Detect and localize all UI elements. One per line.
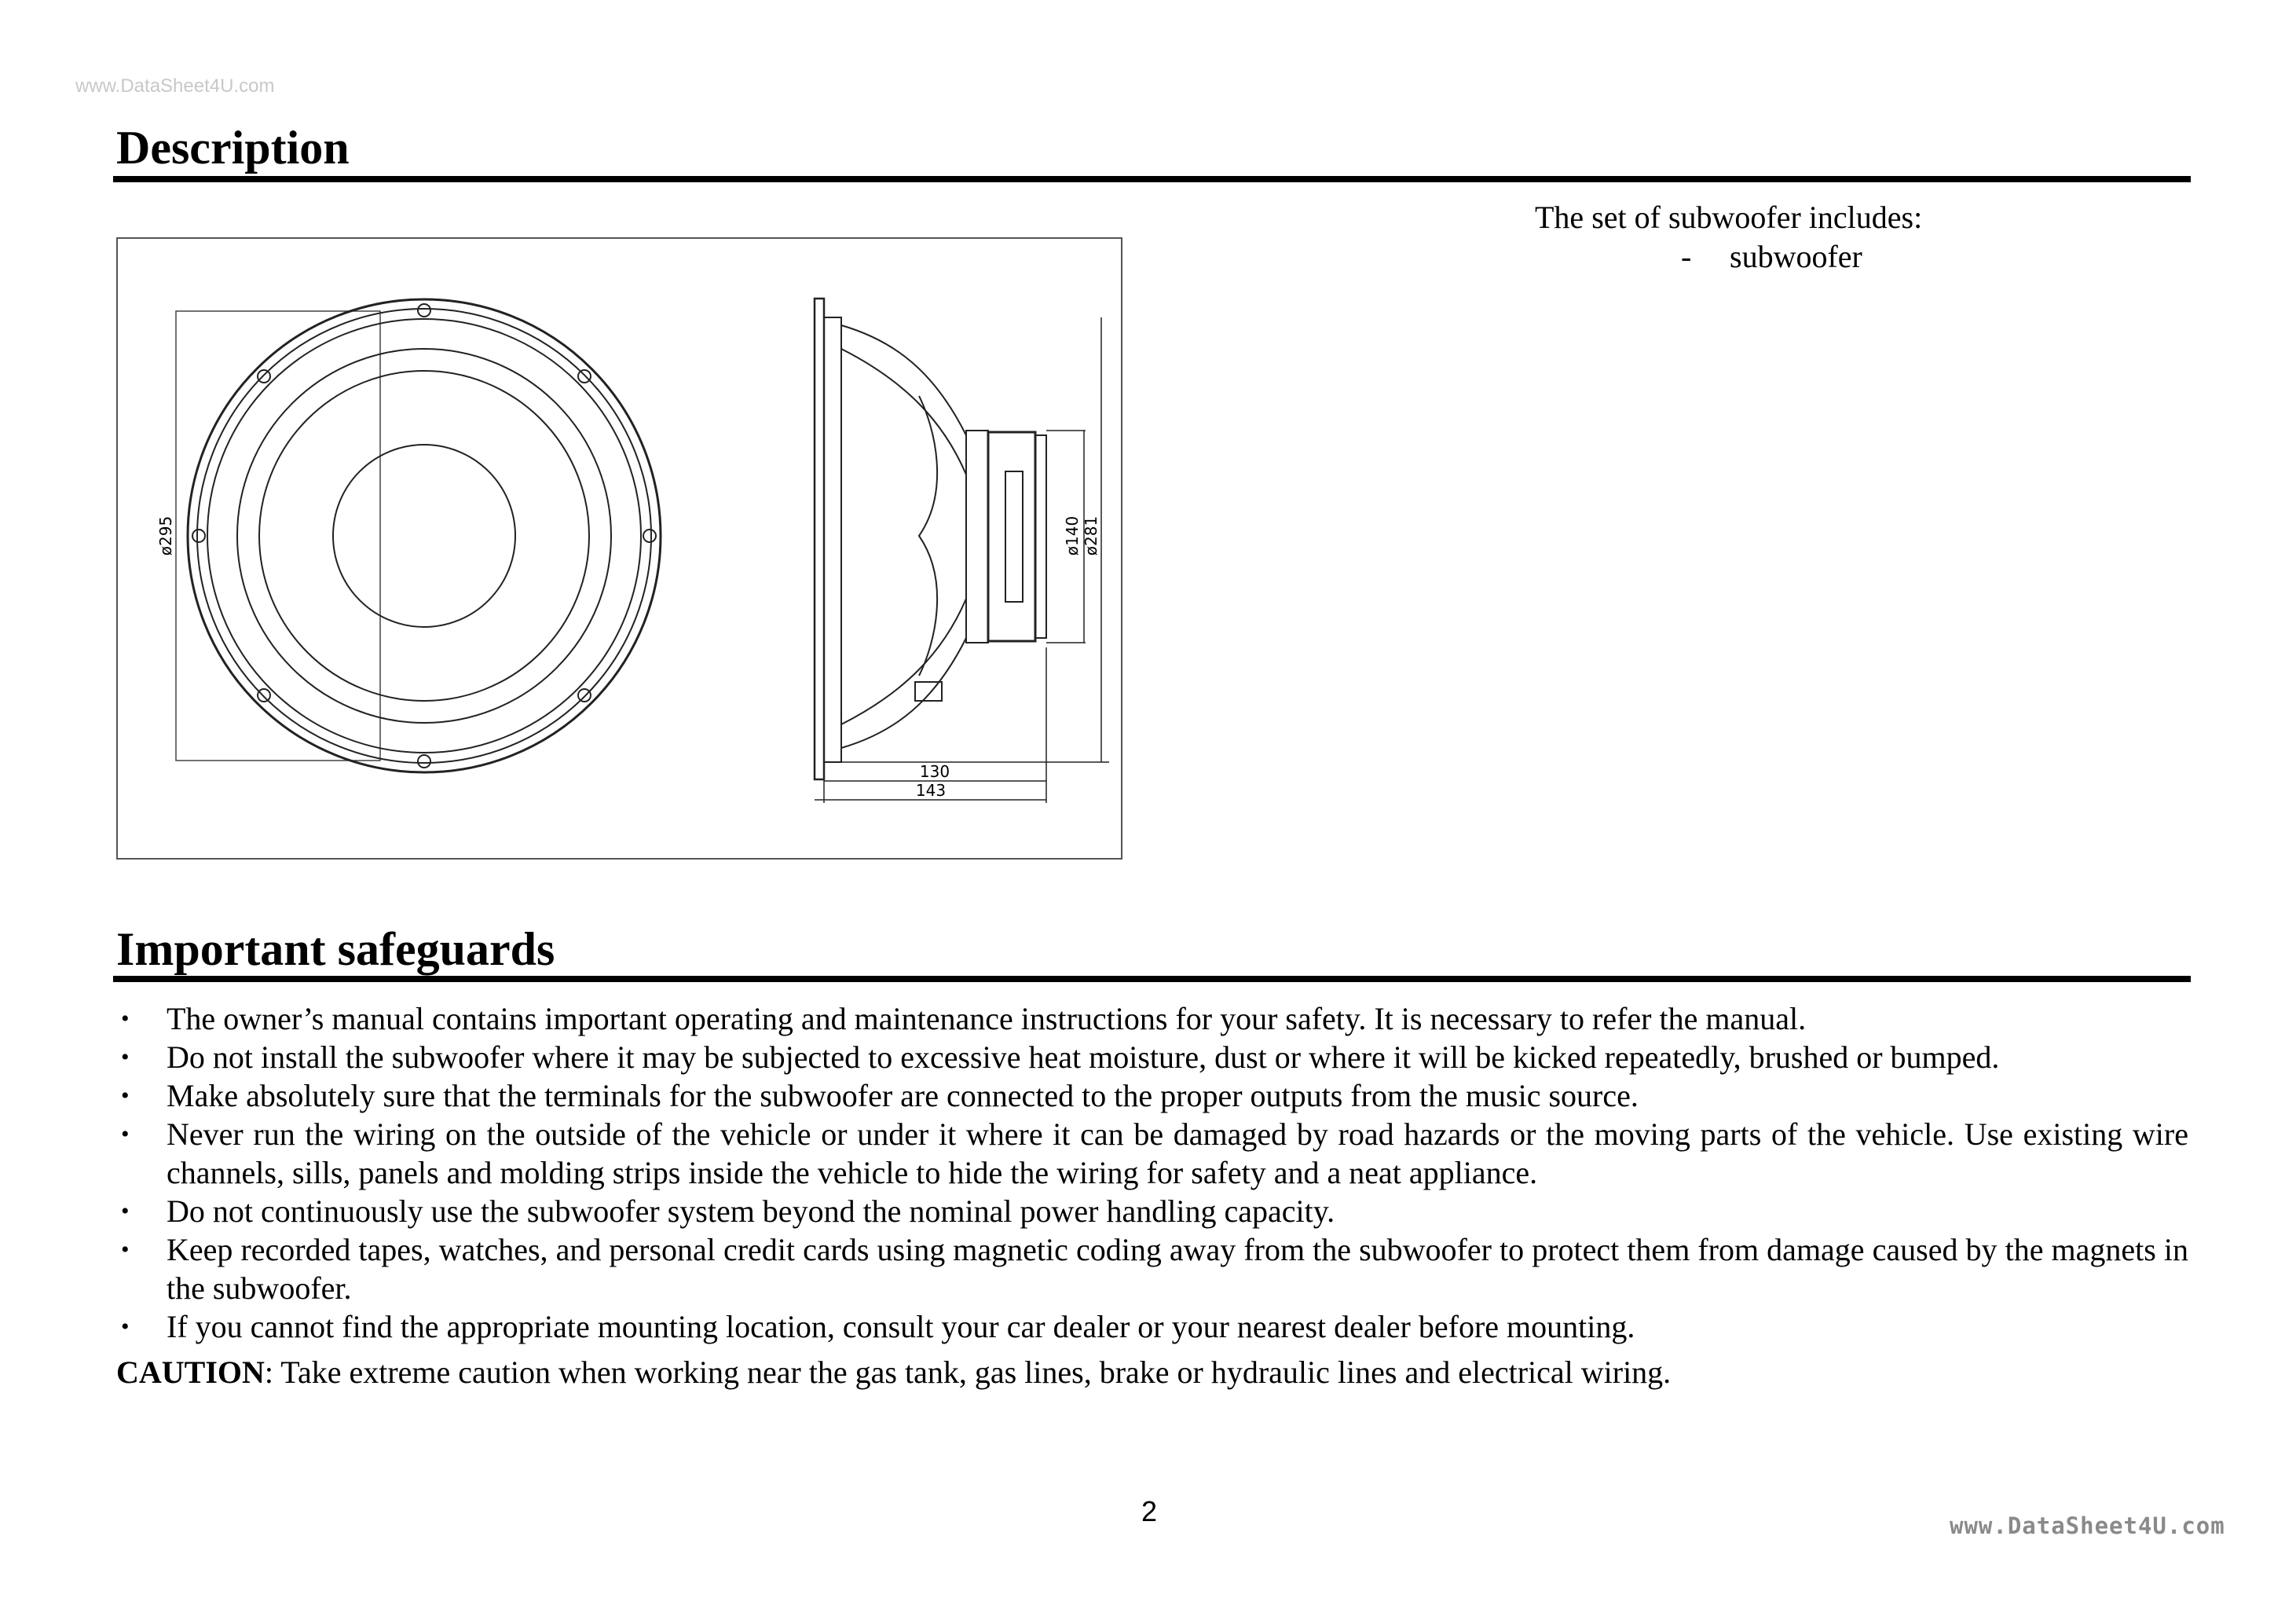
- list-item: [116, 1076, 2188, 1115]
- kit-item-dash: -: [1681, 239, 1692, 274]
- safeguards-list: [116, 999, 2188, 1346]
- side-spider: [919, 396, 937, 676]
- caution-note: [116, 1353, 1671, 1391]
- front-cone-edge: [259, 371, 589, 701]
- list-item: [116, 999, 2188, 1038]
- kit-item: [1681, 237, 1862, 277]
- front-surround-outer: [207, 319, 641, 753]
- list-item: [116, 1307, 2188, 1346]
- bullet-icon: •: [121, 1083, 130, 1109]
- bullet-icon: •: [121, 1044, 130, 1070]
- watermark-bottom: www.DataSheet4U.com: [1950, 1512, 2225, 1539]
- label-front-diameter: ø295: [156, 515, 175, 556]
- front-surround-inner: [237, 349, 611, 723]
- caution-text: : Take extreme caution when working near the gas tank, gas lines, brake or hydraulic lines and electrical wiring.: [264, 1355, 1672, 1390]
- label-depth-short: 130: [919, 762, 950, 781]
- list-item: [116, 1115, 2188, 1192]
- label-outer-diameter: ø281: [1082, 515, 1100, 556]
- side-flange: [815, 299, 824, 779]
- description-heading: Description: [116, 122, 350, 174]
- side-back-plate: [1035, 435, 1046, 638]
- front-flange: [197, 309, 651, 763]
- side-cone-lower: [841, 599, 966, 724]
- label-depth-long: 143: [915, 781, 947, 800]
- mounting-holes: [192, 304, 656, 768]
- list-item-text: Do not continuously use the subwoofer system beyond the nominal power handling capacity.: [167, 1193, 1335, 1229]
- side-basket-rim: [824, 317, 841, 762]
- caution-label: CAUTION: [116, 1355, 265, 1390]
- page-number: 2: [1141, 1495, 1158, 1527]
- side-pole: [1005, 471, 1023, 602]
- bullet-icon: •: [121, 1198, 130, 1224]
- list-item-text: Do not install the subwoofer where it may be subjected to excessive heat moisture, dust or where it will be kicked repeatedly, brushed or bumped.: [167, 1039, 2000, 1075]
- subwoofer-drawing: [116, 237, 1122, 860]
- bullet-icon: •: [121, 1237, 130, 1263]
- front-dust-cap: [333, 445, 515, 627]
- label-inner-diameter: ø140: [1063, 515, 1082, 556]
- list-item-text: Keep recorded tapes, watches, and personal credit cards using magnetic coding away from the subwoofer to protect them from damage caused by the magnets in the subwoofer.: [167, 1232, 2188, 1306]
- list-item: [116, 1192, 2188, 1230]
- list-item-text: Never run the wiring on the outside of the vehicle or under it where it can be damaged by road hazards or the moving parts of the vehicle. Use existing wire channels, sills, panels and molding strips inside the vehicle to hide the wiring for safety and a neat appliance.: [167, 1116, 2188, 1190]
- subwoofer-diagram-svg: [118, 239, 1124, 861]
- side-magnet: [988, 432, 1035, 641]
- side-cone-upper: [841, 349, 966, 475]
- bullet-icon: •: [121, 1314, 130, 1340]
- kit-intro: The set of subwoofer includes:: [1535, 200, 1923, 235]
- list-item: [116, 1230, 2188, 1307]
- safeguards-rule: [113, 976, 2191, 982]
- watermark-top: www.DataSheet4U.com: [75, 75, 275, 97]
- bullet-icon: •: [121, 1006, 130, 1032]
- kit-item-label: subwoofer: [1730, 239, 1862, 274]
- list-item-text: If you cannot find the appropriate mounting location, consult your car dealer or your nearest dealer before mounting.: [167, 1309, 1635, 1344]
- description-rule: [113, 176, 2191, 182]
- bullet-icon: •: [121, 1121, 130, 1147]
- side-top-plate: [966, 431, 988, 643]
- safeguards-heading: Important safeguards: [116, 923, 555, 975]
- list-item: [116, 1038, 2188, 1076]
- list-item-text: Make absolutely sure that the terminals for the subwoofer are connected to the proper outputs from the music source.: [167, 1078, 1639, 1113]
- list-item-text: The owner’s manual contains important operating and maintenance instructions for your safety. It is necessary to refer the manual.: [167, 1001, 1807, 1036]
